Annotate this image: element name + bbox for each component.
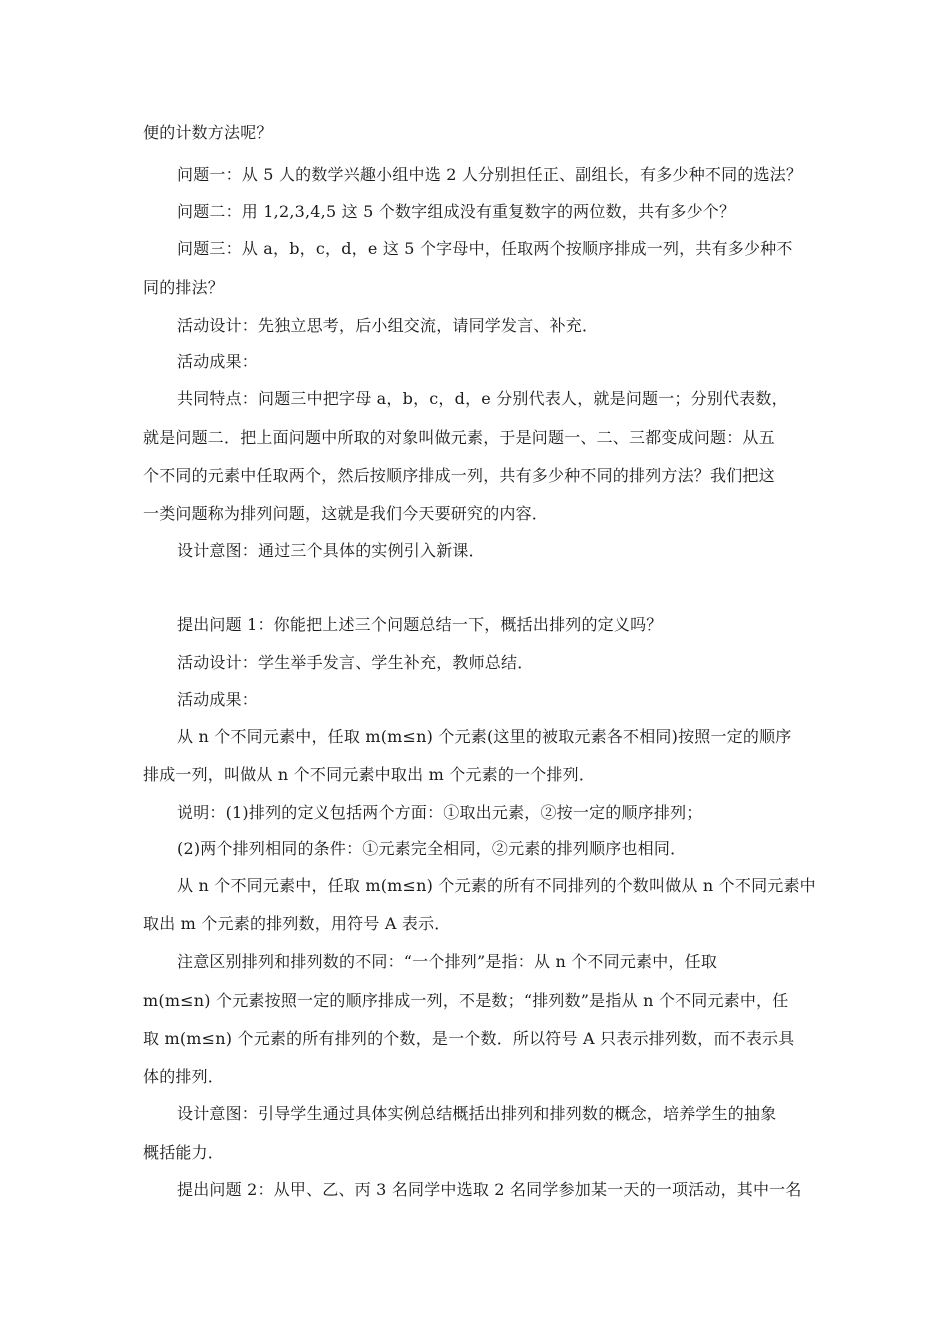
text-line: 设计意图：通过三个具体的实例引入新课． xyxy=(177,541,485,560)
text-line: 体的排列． xyxy=(143,1067,225,1086)
text-line: 就是问题二．把上面问题中所取的对象叫做元素，于是问题一、二、三都变成问题：从五 xyxy=(143,428,775,447)
text-line: 提出问题 1：你能把上述三个问题总结一下，概括出排列的定义吗？ xyxy=(177,615,663,634)
text-line: 注意区别排列和排列数的不同：“一个排列”是指：从 n 个不同元素中，任取 xyxy=(177,952,718,971)
text-line: 取 m(m≤n) 个元素的所有排列的个数，是一个数．所以符号 A 只表示排列数，而不表示具 xyxy=(143,1029,795,1048)
text-line: 活动成果： xyxy=(177,352,259,371)
text-line: (2)两个排列相同的条件：①元素完全相同，②元素的排列顺序也相同． xyxy=(177,839,687,858)
text-line: 提出问题 2：从甲、乙、丙 3 名同学中选取 2 名同学参加某一天的一项活动，其中一名 xyxy=(177,1180,802,1199)
text-line: 从 n 个不同元素中，任取 m(m≤n) 个元素(这里的被取元素各不相同)按照一定的顺序 xyxy=(177,727,792,746)
text-line: 设计意图：引导学生通过具体实例总结概括出排列和排列数的概念，培养学生的抽象 xyxy=(177,1104,777,1123)
text-line: 个不同的元素中任取两个，然后按顺序排成一列，共有多少种不同的排列方法？我们把这 xyxy=(143,466,775,485)
text-line: 概括能力． xyxy=(143,1143,225,1162)
text-line: m(m≤n) 个元素按照一定的顺序排成一列，不是数；“排列数”是指从 n 个不同元素中，任 xyxy=(143,991,789,1010)
text-line: 活动设计：学生举手发言、学生补充，教师总结． xyxy=(177,653,534,672)
text-line: 同的排法？ xyxy=(143,278,225,297)
text-line: 问题二：用 1,2,3,4,5 这 5 个数字组成没有重复数字的两位数，共有多少个？ xyxy=(177,202,736,221)
text-line: 活动设计：先独立思考，后小组交流，请同学发言、补充． xyxy=(177,316,599,335)
text-line: 活动成果： xyxy=(177,690,259,709)
text-line: 问题一：从 5 人的数学兴趣小组中选 2 人分别担任正、副组长，有多少种不同的选法？ xyxy=(177,165,803,184)
text-line: 问题三：从 a，b，c，d，e 这 5 个字母中，任取两个按顺序排成一列，共有多少种不 xyxy=(177,239,793,258)
text-line: 从 n 个不同元素中，任取 m(m≤n) 个元素的所有不同排列的个数叫做从 n 个不同元素中 xyxy=(177,876,816,895)
text-line: 说明：(1)排列的定义包括两个方面：①取出元素，②按一定的顺序排列； xyxy=(177,803,703,822)
text-line: 一类问题称为排列问题，这就是我们今天要研究的内容． xyxy=(143,504,549,523)
text-line: 排成一列，叫做从 n 个不同元素中取出 m 个元素的一个排列． xyxy=(143,765,596,784)
text-line: 共同特点：问题三中把字母 a，b，c，d，e 分别代表人，就是问题一；分别代表数， xyxy=(177,389,788,408)
text-line: 便的计数方法呢？ xyxy=(143,123,273,142)
text-line: 取出 m 个元素的排列数，用符号 A 表示． xyxy=(143,914,451,933)
